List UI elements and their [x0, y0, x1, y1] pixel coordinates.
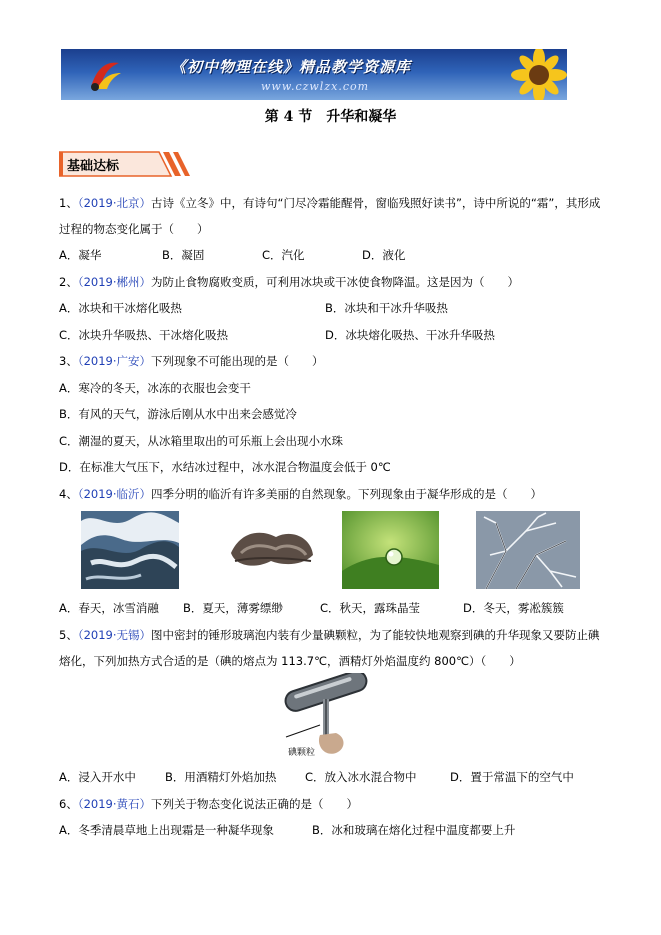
mist-image: [221, 511, 321, 589]
q1-option-d: D．液化: [362, 248, 406, 262]
q6-option-a: A．冬季清晨草地上出现霜是一种凝华现象: [59, 823, 274, 837]
question-2-line-1: 2、（2019·郴州）为防止食物腐败变质，可利用冰块或干冰使食物降温。这是因为（ ）: [59, 275, 519, 289]
question-source: （2019·郴州）: [77, 275, 151, 289]
banner-title: 《初中物理在线》精品教学资源库: [171, 58, 412, 76]
question-6-line-1: 6、（2019·黄石）下列关于物态变化说法正确的是（ ）: [59, 797, 358, 811]
question-4-line-1: 4、（2019·临沂）四季分明的临沂有许多美丽的自然现象。下列现象由于凝华形成的是（ ）: [59, 487, 542, 501]
question-5-line-2: 熔化，下列加热方式合适的是（碘的熔点为 113.7℃，酒精灯外焰温度约 800℃）（ ）: [59, 654, 521, 668]
dewdrop-image: [342, 511, 439, 589]
section-title: 第 4 节 升华和凝华: [264, 109, 397, 125]
header-banner: [61, 49, 567, 100]
iodine-bulb-image: [280, 673, 383, 760]
q3-option-a: A．寒冷的冬天，冰冻的衣服也会变干: [59, 381, 251, 395]
q5-option-a: A．浸入开水中: [59, 770, 136, 784]
q3-option-b: B．有风的天气，游泳后刚从水中出来会感觉冷: [59, 407, 297, 421]
q4-option-b: B．夏天，薄雾缥缈: [183, 601, 283, 615]
logo-icon: [87, 57, 123, 93]
q3-option-d: D．在标准大气压下，水结冰过程中，冰水混合物温度会低于 0℃: [59, 460, 391, 474]
banner-url: www.czwlzx.com: [261, 80, 370, 93]
q5-option-c: C．放入冰水混合物中: [305, 770, 417, 784]
q1-option-c: C．汽化: [262, 248, 305, 262]
q6-option-b: B．冰和玻璃在熔化过程中温度都要上升: [312, 823, 516, 837]
q2-option-d: D．冰块熔化吸热、干冰升华吸热: [325, 328, 495, 342]
question-source: （2019·北京）: [77, 196, 151, 210]
q5-option-b: B．用酒精灯外焰加热: [165, 770, 277, 784]
q2-option-c: C．冰块升华吸热、干冰熔化吸热: [59, 328, 229, 342]
q4-option-c: C．秋天，露珠晶莹: [320, 601, 421, 615]
melting-snow-image: [81, 511, 179, 589]
q1-option-a: A．凝华: [59, 248, 102, 262]
q4-option-a: A．春天，冰雪消融: [59, 601, 159, 615]
question-source: （2019·广安）: [77, 354, 151, 368]
question-1-line-2: 过程的物态变化属于（ ）: [59, 222, 209, 236]
q3-option-c: C．潮湿的夏天，从冰箱里取出的可乐瓶上会出现小水珠: [59, 434, 344, 448]
q2-option-b: B．冰块和干冰升华吸热: [325, 301, 448, 315]
badge-label: 基础达标: [67, 159, 120, 174]
question-1-line-1: 1、（2019·北京）古诗《立冬》中，有诗句“门尽冷霜能醒骨，窗临残照好读书”，诗中所说的“霜”，其形成: [59, 196, 601, 210]
q2-option-a: A．冰块和干冰熔化吸热: [59, 301, 182, 315]
q1-option-b: B．凝固: [162, 248, 205, 262]
question-source: （2019·临沂）: [77, 487, 151, 501]
question-5-line-1: 5、（2019·无锡）图中密封的锤形玻璃泡内装有少量碘颗粒，为了能较快地观察到碘的升华现象又要防止碘: [59, 628, 600, 642]
q5-option-d: D．置于常温下的空气中: [450, 770, 574, 784]
question-source: （2019·无锡）: [77, 628, 151, 642]
iodine-label: 碘颗粒: [288, 748, 316, 758]
q4-option-d: D．冬天，雾凇簇簇: [463, 601, 564, 615]
question-source: （2019·黄石）: [77, 797, 151, 811]
question-3-line-1: 3、（2019·广安）下列现象不可能出现的是（ ）: [59, 354, 324, 368]
rime-tree-image: [476, 511, 580, 589]
sunflower-icon: [497, 49, 567, 100]
